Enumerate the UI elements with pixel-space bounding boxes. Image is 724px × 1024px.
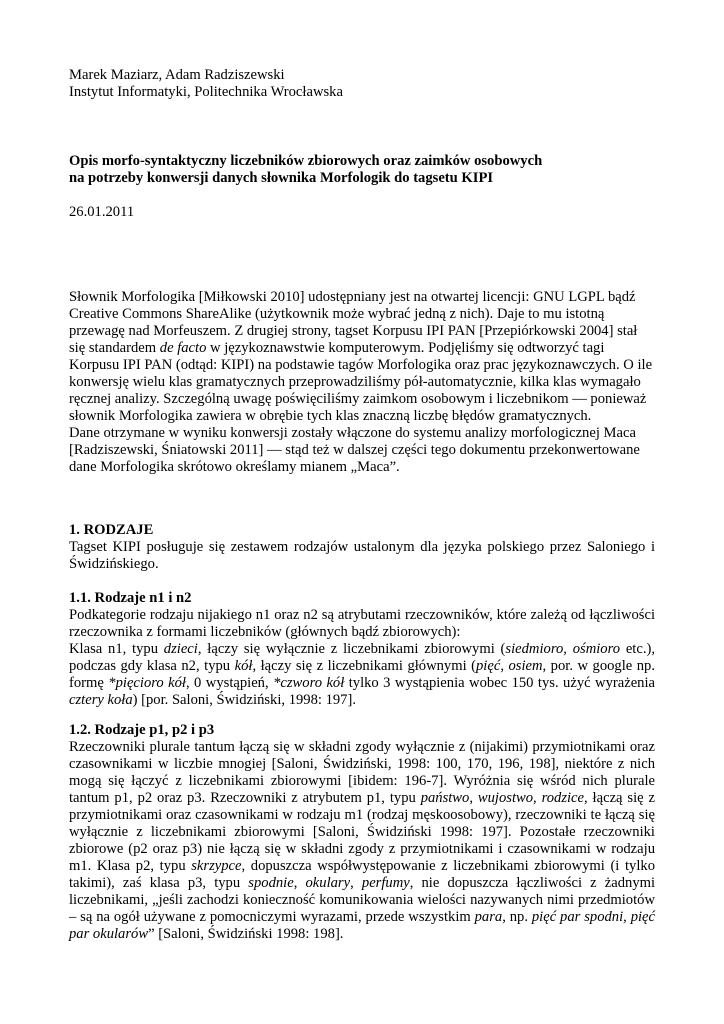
title-line-1: Opis morfo-syntaktyczny liczebników zbiorowych oraz zaimków osobowych [69, 153, 543, 169]
section-1-heading: 1. RODZAJE [69, 522, 154, 538]
title-line-2: na potrzeby konwersji danych słownika Morfologik do tagsetu KIPI [69, 170, 494, 186]
paragraph: Podkategorie rodzaju nijakiego n1 oraz n2 są atrybutami rzeczowników, które zależą od łączliwości rzeczownika z formami liczebników (głównych bądź zbiorowych): [69, 607, 655, 640]
authors: Marek Maziarz, Adam Radziszewski [69, 67, 285, 83]
intro-line: Korpusu IPI PAN (odtąd: KIPI) na podstawie tagów Morfologika oraz prac językoznawczych. O ile [69, 357, 653, 373]
section-1-text: Tagset KIPI posługuje się zestawem rodzajów ustalonym dla języka polskiego przez Saloniego i Świdzińskiego. [69, 539, 655, 572]
section-1-1-text [69, 607, 655, 709]
section-1-1 [69, 590, 655, 709]
section-1-2-text: Rzeczowniki plurale tantum łączą się w składni zgody wyłącznie z (nijakimi) przymiotnikami oraz czasownikami w liczbie mnogiej [Saloni, Świdziński, 1998: 100, 170, 196, 198], niektóre z nich mogą się łączyć z liczebnikami zbiorowymi [ibidem: 196-7]. Wyróżnia się wśród nich plurale tantum p1, p2 oraz p3. Rzeczowniki z atrybutem p1, typu państwo, wujostwo, rodzice, łączą się z przymiotnikami oraz czasownikami w rodzaju m1 (rodzaj męskoosobowy), rzeczowniki te łączą się wyłącznie z liczebnikami zbiorowymi [Saloni, Świdziński 1998: 197]. Pozostałe rzeczowniki zbiorowe (p2 oraz p3) nie łączą się w składni zgody z przymiotnikami i czasownikami w rodzaju m1. Klasa p2, typu skrzypce, dopuszcza współwystępowanie z liczebnikami zbiorowymi (i tylko takimi), zaś klasa p3, typu spodnie, okulary, perfumy, nie dopuszcza łączliwości z żadnymi liczebnikami, „jeśli zachodzi konieczność komunikowania wielości nazywanych nimi przedmiotów – są na ogół używane z pomocniczymi wyrazami, przede wszystkim para, np. pięć par spodni, pięć par okularów” [Saloni, Świdziński 1998: 198]. [69, 739, 656, 942]
section-1-2 [69, 722, 655, 943]
intro-line: Dane otrzymane w wyniku konwersji zostały włączone do systemu analizy morfologicznej Maca [69, 425, 636, 441]
intro-line: ręcznej analizy. Szczególną uwagę poświęciliśmy zaimkom osobowym i liczebnikom — ponieważ [69, 391, 647, 407]
section-1 [69, 522, 655, 573]
intro-line: [Radziszewski, Śniatowski 2011] — stąd też w dalszej części tego dokumentu przekonwertowane [69, 442, 640, 458]
intro-line: słownik Morfologika zawiera w obrębie tych klas znaczną liczbę błędów gramatycznych. [69, 408, 592, 424]
section-1-2-heading: 1.2. Rodzaje p1, p2 i p3 [69, 722, 215, 738]
paragraph: Klasa n1, typu dzieci, łączy się wyłącznie z liczebnikami zbiorowymi (siedmioro, ośmioro etc.), podczas gdy klasa n2, typu kół, łączy się z liczebnikami głównymi (pięć, osiem, por. w google np. formę *pięcioro kół, 0 wystąpień, *czworo kół tylko 3 wystąpienia wobec 150 tys. użyć wyrażenia cztery koła) [por. Saloni, Świdziński, 1998: 197]. [69, 641, 655, 708]
intro-line: Słownik Morfologika [Miłkowski 2010] udostępniany jest na otwartej licencji: GNU LGPL bądź [69, 289, 636, 305]
document-title [69, 153, 655, 187]
intro-line: przewagę nad Morfeuszem. Z drugiej strony, tagset Korpusu IPI PAN [Przepiórkowski 2004] stał [69, 323, 638, 339]
author-block [69, 67, 655, 101]
intro-line: konwersję wielu klas gramatycznych przeprowadziliśmy pół-automatycznie, kilka klas wymagało [69, 374, 641, 390]
intro-line: się standardem de facto w językoznawstwie komputerowym. Podjęliśmy się odtworzyć tagi [69, 340, 605, 356]
affiliation: Instytut Informatyki, Politechnika Wrocławska [69, 84, 343, 100]
intro-line: Creative Commons ShareAlike (użytkownik może wybrać jedną z nich). Daje to mu istotną [69, 306, 605, 322]
intro-line: dane Morfologika skrótowo określamy mianem „Maca”. [69, 459, 400, 475]
section-1-1-heading: 1.1. Rodzaje n1 i n2 [69, 590, 192, 606]
intro-paragraph [69, 289, 655, 476]
date: 26.01.2011 [69, 204, 135, 220]
